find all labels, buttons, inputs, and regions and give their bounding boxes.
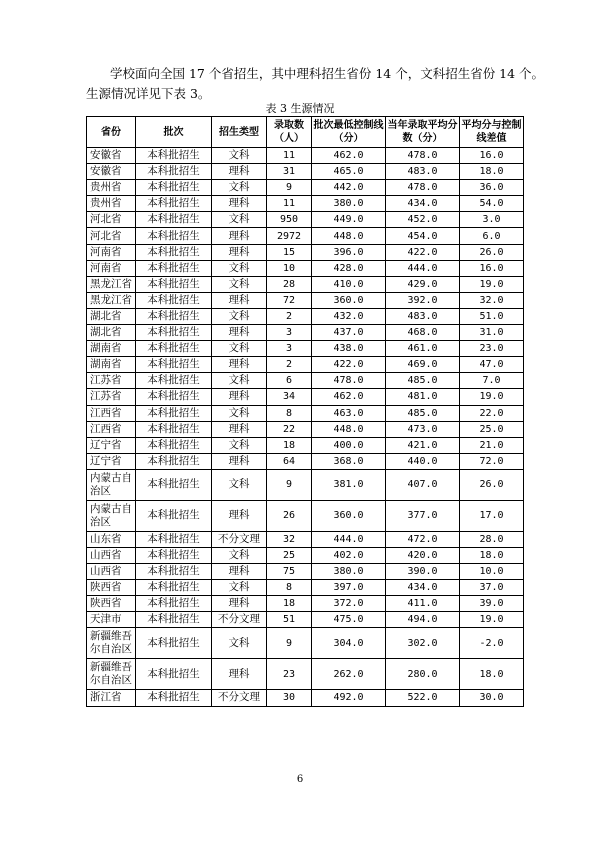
table-cell: 18.0 — [460, 659, 524, 690]
table-cell: 372.0 — [312, 596, 386, 612]
table-cell: 461.0 — [386, 341, 460, 357]
table-cell: 428.0 — [312, 260, 386, 276]
table-cell: 本科批招生 — [136, 276, 212, 292]
table-cell: 文科 — [212, 469, 267, 500]
table-cell: 429.0 — [386, 276, 460, 292]
table-cell: 黑龙江省 — [87, 292, 136, 308]
table-cell: 444.0 — [386, 260, 460, 276]
intro-line-1: 学校面向全国 17 个省招生，其中理科招生省份 14 个，文科招生省份 14 个。 — [110, 66, 545, 81]
table-cell: 28.0 — [460, 531, 524, 547]
table-row — [87, 308, 524, 324]
table-header-row — [87, 117, 524, 148]
table-cell: 15 — [267, 244, 312, 260]
table-cell: 39.0 — [460, 596, 524, 612]
table-cell: 23.0 — [460, 341, 524, 357]
table-cell: 本科批招生 — [136, 469, 212, 500]
table-row — [87, 547, 524, 563]
table-row — [87, 228, 524, 244]
table-cell: 理科 — [212, 564, 267, 580]
table-cell: 22.0 — [460, 405, 524, 421]
table-cell: 18.0 — [460, 164, 524, 180]
table-cell: 理科 — [212, 500, 267, 531]
table-cell: 438.0 — [312, 341, 386, 357]
table-cell: 本科批招生 — [136, 659, 212, 690]
table-cell: 文科 — [212, 308, 267, 324]
table-cell: 51 — [267, 612, 312, 628]
table-cell: 湖南省 — [87, 341, 136, 357]
table-row — [87, 148, 524, 164]
table-cell: 本科批招生 — [136, 228, 212, 244]
table-body — [87, 148, 524, 707]
table-row — [87, 196, 524, 212]
table-cell: 本科批招生 — [136, 308, 212, 324]
enrollment-table — [86, 116, 524, 707]
table-cell: 483.0 — [386, 164, 460, 180]
table-cell: 448.0 — [312, 228, 386, 244]
table-cell: 368.0 — [312, 453, 386, 469]
table-cell: 文科 — [212, 373, 267, 389]
table-cell: 11 — [267, 148, 312, 164]
table-row — [87, 564, 524, 580]
table-cell: 3 — [267, 325, 312, 341]
table-row — [87, 373, 524, 389]
table-cell: 473.0 — [386, 421, 460, 437]
table-cell: 文科 — [212, 148, 267, 164]
table-cell: 422.0 — [312, 357, 386, 373]
table-cell: 37.0 — [460, 580, 524, 596]
table-cell: 407.0 — [386, 469, 460, 500]
table-cell: 文科 — [212, 180, 267, 196]
table-cell: 23 — [267, 659, 312, 690]
table-cell: 18 — [267, 437, 312, 453]
table-cell: 理科 — [212, 292, 267, 308]
table-cell: 本科批招生 — [136, 357, 212, 373]
table-cell: 理科 — [212, 164, 267, 180]
table-cell: 410.0 — [312, 276, 386, 292]
table-row — [87, 276, 524, 292]
table-cell: 本科批招生 — [136, 596, 212, 612]
table-row — [87, 405, 524, 421]
table-cell: 8 — [267, 405, 312, 421]
table-cell: 本科批招生 — [136, 341, 212, 357]
table-cell: 16.0 — [460, 260, 524, 276]
table-cell: 280.0 — [386, 659, 460, 690]
table-cell: 478.0 — [386, 180, 460, 196]
table-cell: 新疆维吾尔自治区 — [87, 659, 136, 690]
table-cell: 本科批招生 — [136, 564, 212, 580]
table-cell: 陕西省 — [87, 580, 136, 596]
table-row — [87, 690, 524, 706]
table-cell: 湖南省 — [87, 357, 136, 373]
table-row — [87, 437, 524, 453]
table-cell: -2.0 — [460, 628, 524, 659]
table-cell: 10.0 — [460, 564, 524, 580]
table-cell: 444.0 — [312, 531, 386, 547]
table-cell: 377.0 — [386, 500, 460, 531]
table-cell: 422.0 — [386, 244, 460, 260]
table-row — [87, 596, 524, 612]
intro-paragraph — [86, 64, 545, 104]
table-cell: 本科批招生 — [136, 389, 212, 405]
table-cell: 本科批招生 — [136, 292, 212, 308]
column-header: 当年录取平均分数（分） — [386, 117, 460, 148]
table-cell: 21.0 — [460, 437, 524, 453]
table-cell: 19.0 — [460, 276, 524, 292]
table-cell: 2 — [267, 357, 312, 373]
table-cell: 472.0 — [386, 531, 460, 547]
table-cell: 理科 — [212, 357, 267, 373]
table-cell: 山西省 — [87, 547, 136, 563]
table-cell: 文科 — [212, 547, 267, 563]
table-cell: 449.0 — [312, 212, 386, 228]
column-header: 批次最低控制线（分） — [312, 117, 386, 148]
table-cell: 河北省 — [87, 212, 136, 228]
table-cell: 河南省 — [87, 244, 136, 260]
table-cell: 396.0 — [312, 244, 386, 260]
table-cell: 9 — [267, 628, 312, 659]
table-cell: 522.0 — [386, 690, 460, 706]
table-cell: 天津市 — [87, 612, 136, 628]
table-cell: 理科 — [212, 244, 267, 260]
table-cell: 25 — [267, 547, 312, 563]
table-cell: 本科批招生 — [136, 260, 212, 276]
table-cell: 湖北省 — [87, 325, 136, 341]
table-cell: 本科批招生 — [136, 500, 212, 531]
column-header: 平均分与控制线差值 — [460, 117, 524, 148]
table-cell: 本科批招生 — [136, 244, 212, 260]
table-cell: 26 — [267, 500, 312, 531]
table-cell: 392.0 — [386, 292, 460, 308]
table-cell: 2 — [267, 308, 312, 324]
table-cell: 理科 — [212, 453, 267, 469]
table-cell: 7.0 — [460, 373, 524, 389]
table-cell: 河南省 — [87, 260, 136, 276]
table-cell: 本科批招生 — [136, 405, 212, 421]
table-cell: 494.0 — [386, 612, 460, 628]
table-row — [87, 341, 524, 357]
table-cell: 16.0 — [460, 148, 524, 164]
table-cell: 400.0 — [312, 437, 386, 453]
table-row — [87, 212, 524, 228]
table-cell: 302.0 — [386, 628, 460, 659]
table-cell: 26.0 — [460, 469, 524, 500]
table-cell: 本科批招生 — [136, 453, 212, 469]
table-cell: 理科 — [212, 596, 267, 612]
table-cell: 江苏省 — [87, 373, 136, 389]
table-cell: 内蒙古自治区 — [87, 469, 136, 500]
table-cell: 本科批招生 — [136, 212, 212, 228]
table-cell: 理科 — [212, 196, 267, 212]
table-cell: 950 — [267, 212, 312, 228]
table-cell: 492.0 — [312, 690, 386, 706]
table-cell: 411.0 — [386, 596, 460, 612]
table-cell: 本科批招生 — [136, 580, 212, 596]
table-cell: 31.0 — [460, 325, 524, 341]
table-cell: 440.0 — [386, 453, 460, 469]
table-cell: 新疆维吾尔自治区 — [87, 628, 136, 659]
table-cell: 本科批招生 — [136, 547, 212, 563]
table-cell: 本科批招生 — [136, 437, 212, 453]
table-cell: 19.0 — [460, 389, 524, 405]
table-cell: 浙江省 — [87, 690, 136, 706]
table-cell: 本科批招生 — [136, 180, 212, 196]
table-row — [87, 180, 524, 196]
table-cell: 360.0 — [312, 500, 386, 531]
table-cell: 文科 — [212, 437, 267, 453]
column-header: 招生类型 — [212, 117, 267, 148]
table-cell: 不分文理 — [212, 612, 267, 628]
table-cell: 485.0 — [386, 405, 460, 421]
table-cell: 481.0 — [386, 389, 460, 405]
table-cell: 72.0 — [460, 453, 524, 469]
table-cell: 山东省 — [87, 531, 136, 547]
table-cell: 2972 — [267, 228, 312, 244]
table-cell: 3 — [267, 341, 312, 357]
table-cell: 8 — [267, 580, 312, 596]
table-cell: 402.0 — [312, 547, 386, 563]
table-cell: 420.0 — [386, 547, 460, 563]
table-cell: 469.0 — [386, 357, 460, 373]
table-cell: 478.0 — [386, 148, 460, 164]
table-cell: 文科 — [212, 628, 267, 659]
table-cell: 本科批招生 — [136, 325, 212, 341]
table-row — [87, 325, 524, 341]
table-cell: 山西省 — [87, 564, 136, 580]
table-cell: 19.0 — [460, 612, 524, 628]
table-cell: 17.0 — [460, 500, 524, 531]
table-cell: 本科批招生 — [136, 196, 212, 212]
table-cell: 不分文理 — [212, 690, 267, 706]
table-cell: 468.0 — [386, 325, 460, 341]
table-cell: 3.0 — [460, 212, 524, 228]
table-cell: 36.0 — [460, 180, 524, 196]
table-cell: 485.0 — [386, 373, 460, 389]
table-row — [87, 612, 524, 628]
table-row — [87, 659, 524, 690]
table-cell: 475.0 — [312, 612, 386, 628]
table-cell: 28 — [267, 276, 312, 292]
table-row — [87, 244, 524, 260]
table-cell: 434.0 — [386, 580, 460, 596]
table-cell: 304.0 — [312, 628, 386, 659]
table-cell: 442.0 — [312, 180, 386, 196]
table-cell: 11 — [267, 196, 312, 212]
table-cell: 380.0 — [312, 564, 386, 580]
table-cell: 31 — [267, 164, 312, 180]
table-caption: 表 3 生源情况 — [265, 102, 335, 115]
table-cell: 34 — [267, 389, 312, 405]
table-cell: 51.0 — [460, 308, 524, 324]
table-row — [87, 260, 524, 276]
table-cell: 434.0 — [386, 196, 460, 212]
column-header: 录取数（人） — [267, 117, 312, 148]
table-cell: 18.0 — [460, 547, 524, 563]
table-cell: 陕西省 — [87, 596, 136, 612]
table-cell: 湖北省 — [87, 308, 136, 324]
table-cell: 辽宁省 — [87, 437, 136, 453]
table-cell: 75 — [267, 564, 312, 580]
table-cell: 437.0 — [312, 325, 386, 341]
intro-line-2: 生源情况详见下表 3。 — [86, 86, 211, 101]
table-cell: 本科批招生 — [136, 531, 212, 547]
table-cell: 理科 — [212, 421, 267, 437]
table-cell: 文科 — [212, 260, 267, 276]
table-cell: 文科 — [212, 212, 267, 228]
table-row — [87, 357, 524, 373]
table-cell: 22 — [267, 421, 312, 437]
table-cell: 25.0 — [460, 421, 524, 437]
table-cell: 文科 — [212, 405, 267, 421]
table-row — [87, 469, 524, 500]
table-cell: 本科批招生 — [136, 690, 212, 706]
table-cell: 448.0 — [312, 421, 386, 437]
table-cell: 江西省 — [87, 421, 136, 437]
table-cell: 9 — [267, 469, 312, 500]
table-cell: 483.0 — [386, 308, 460, 324]
table-cell: 6 — [267, 373, 312, 389]
table-cell: 432.0 — [312, 308, 386, 324]
table-row — [87, 421, 524, 437]
table-cell: 安徽省 — [87, 164, 136, 180]
table-cell: 辽宁省 — [87, 453, 136, 469]
column-header: 省份 — [87, 117, 136, 148]
table-cell: 本科批招生 — [136, 612, 212, 628]
table-cell: 30 — [267, 690, 312, 706]
table-cell: 47.0 — [460, 357, 524, 373]
table-cell: 452.0 — [386, 212, 460, 228]
table-cell: 463.0 — [312, 405, 386, 421]
table-cell: 不分文理 — [212, 531, 267, 547]
table-cell: 本科批招生 — [136, 628, 212, 659]
table-cell: 262.0 — [312, 659, 386, 690]
table-cell: 478.0 — [312, 373, 386, 389]
table-cell: 421.0 — [386, 437, 460, 453]
table-cell: 64 — [267, 453, 312, 469]
table-row — [87, 628, 524, 659]
table-row — [87, 164, 524, 180]
table-cell: 河北省 — [87, 228, 136, 244]
table-cell: 文科 — [212, 276, 267, 292]
table-cell: 360.0 — [312, 292, 386, 308]
table-cell: 30.0 — [460, 690, 524, 706]
table-cell: 32.0 — [460, 292, 524, 308]
table-cell: 32 — [267, 531, 312, 547]
table-row — [87, 580, 524, 596]
table-cell: 理科 — [212, 659, 267, 690]
table-row — [87, 292, 524, 308]
table-cell: 465.0 — [312, 164, 386, 180]
table-cell: 390.0 — [386, 564, 460, 580]
table-cell: 72 — [267, 292, 312, 308]
table-cell: 380.0 — [312, 196, 386, 212]
table-cell: 文科 — [212, 580, 267, 596]
table-cell: 381.0 — [312, 469, 386, 500]
table-cell: 安徽省 — [87, 148, 136, 164]
table-cell: 454.0 — [386, 228, 460, 244]
page-number: 6 — [296, 774, 304, 785]
table-cell: 10 — [267, 260, 312, 276]
table-cell: 文科 — [212, 341, 267, 357]
table-row — [87, 453, 524, 469]
table-cell: 9 — [267, 180, 312, 196]
table-cell: 54.0 — [460, 196, 524, 212]
table-cell: 理科 — [212, 228, 267, 244]
table-cell: 462.0 — [312, 148, 386, 164]
column-header: 批次 — [136, 117, 212, 148]
table-row — [87, 531, 524, 547]
table-cell: 18 — [267, 596, 312, 612]
table-row — [87, 389, 524, 405]
table-cell: 462.0 — [312, 389, 386, 405]
table-row — [87, 500, 524, 531]
table-cell: 内蒙古自治区 — [87, 500, 136, 531]
table-cell: 理科 — [212, 389, 267, 405]
table-cell: 江西省 — [87, 405, 136, 421]
table-cell: 贵州省 — [87, 196, 136, 212]
table-cell: 本科批招生 — [136, 421, 212, 437]
table-cell: 江苏省 — [87, 389, 136, 405]
table-cell: 本科批招生 — [136, 148, 212, 164]
table-cell: 26.0 — [460, 244, 524, 260]
table-cell: 本科批招生 — [136, 373, 212, 389]
table-cell: 黑龙江省 — [87, 276, 136, 292]
table-cell: 理科 — [212, 325, 267, 341]
table-cell: 6.0 — [460, 228, 524, 244]
table-cell: 本科批招生 — [136, 164, 212, 180]
table-cell: 贵州省 — [87, 180, 136, 196]
table-cell: 397.0 — [312, 580, 386, 596]
